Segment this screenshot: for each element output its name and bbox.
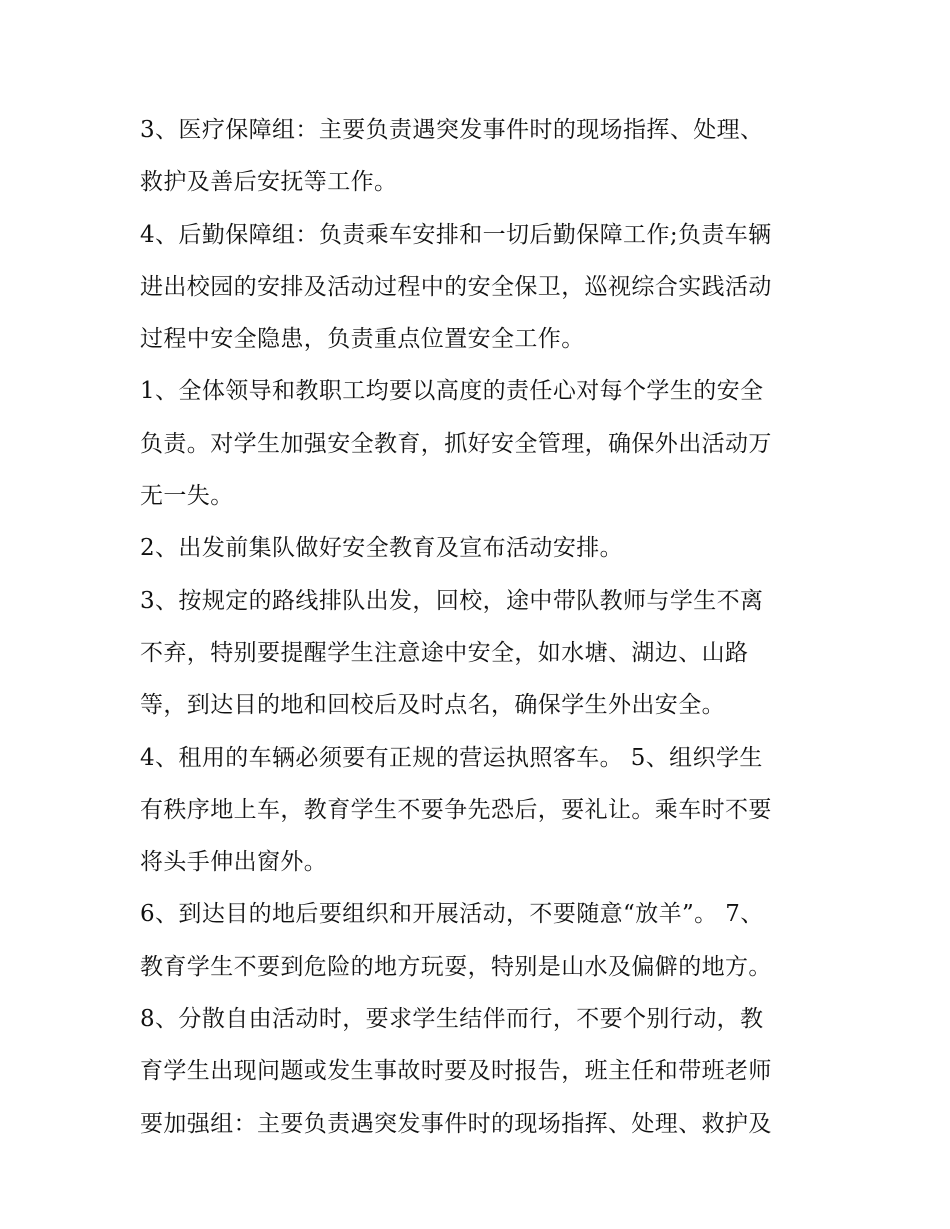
text-line-17: 教育学生不要到危险的地方玩耍，特别是山水及偏僻的地方。 bbox=[140, 953, 772, 980]
text-line-7: 负责。对学生加强安全教育，抓好安全管理，确保外出活动万 bbox=[140, 430, 772, 457]
text-line-15: 将头手伸出窗外。 bbox=[140, 849, 328, 876]
text-line-11: 不弃，特别要提醒学生注意途中安全，如水塘、湖边、山路 bbox=[140, 639, 749, 666]
document-page bbox=[140, 104, 820, 1150]
text-line-14: 有秩序地上车，教育学生不要争先恐后，要礼让。乘车时不要 bbox=[140, 796, 772, 823]
text-line-2: 救护及善后安抚等工作。 bbox=[140, 169, 398, 196]
text-line-6: 1、全体领导和教职工均要以高度的责任心对每个学生的安全 bbox=[140, 378, 764, 405]
text-line-12: 等，到达目的地和回校后及时点名，确保学生外出安全。 bbox=[140, 692, 725, 719]
text-line-5: 过程中安全隐患，负责重点位置安全工作。 bbox=[140, 326, 585, 353]
text-line-10: 3、按规定的路线排队出发，回校，途中带队教师与学生不离 bbox=[140, 587, 764, 614]
text-line-4: 进出校园的安排及活动过程中的安全保卫，巡视综合实践活动 bbox=[140, 273, 772, 300]
text-line-19: 育学生出现问题或发生事故时要及时报告，班主任和带班老师 bbox=[140, 1058, 772, 1085]
text-line-16: 6、到达目的地后要组织和开展活动，不要随意“放羊”。 7、 bbox=[140, 901, 764, 928]
text-line-3: 4、后勤保障组：负责乘车安排和一切后勤保障工作;负责车辆 bbox=[140, 221, 772, 248]
text-line-18: 8、分散自由活动时，要求学生结伴而行，不要个别行动，教 bbox=[140, 1006, 764, 1033]
text-line-13: 4、租用的车辆必须要有正规的营运执照客车。 5、组织学生 bbox=[140, 744, 763, 771]
text-line-9: 2、出发前集队做好安全教育及宣布活动安排。 bbox=[140, 535, 624, 562]
text-line-8: 无一失。 bbox=[140, 483, 234, 510]
text-line-20: 要加强组：主要负责遇突发事件时的现场指挥、处理、救护及 bbox=[140, 1110, 772, 1137]
text-line-1: 3、医疗保障组：主要负责遇突发事件时的现场指挥、处理、 bbox=[140, 117, 764, 143]
